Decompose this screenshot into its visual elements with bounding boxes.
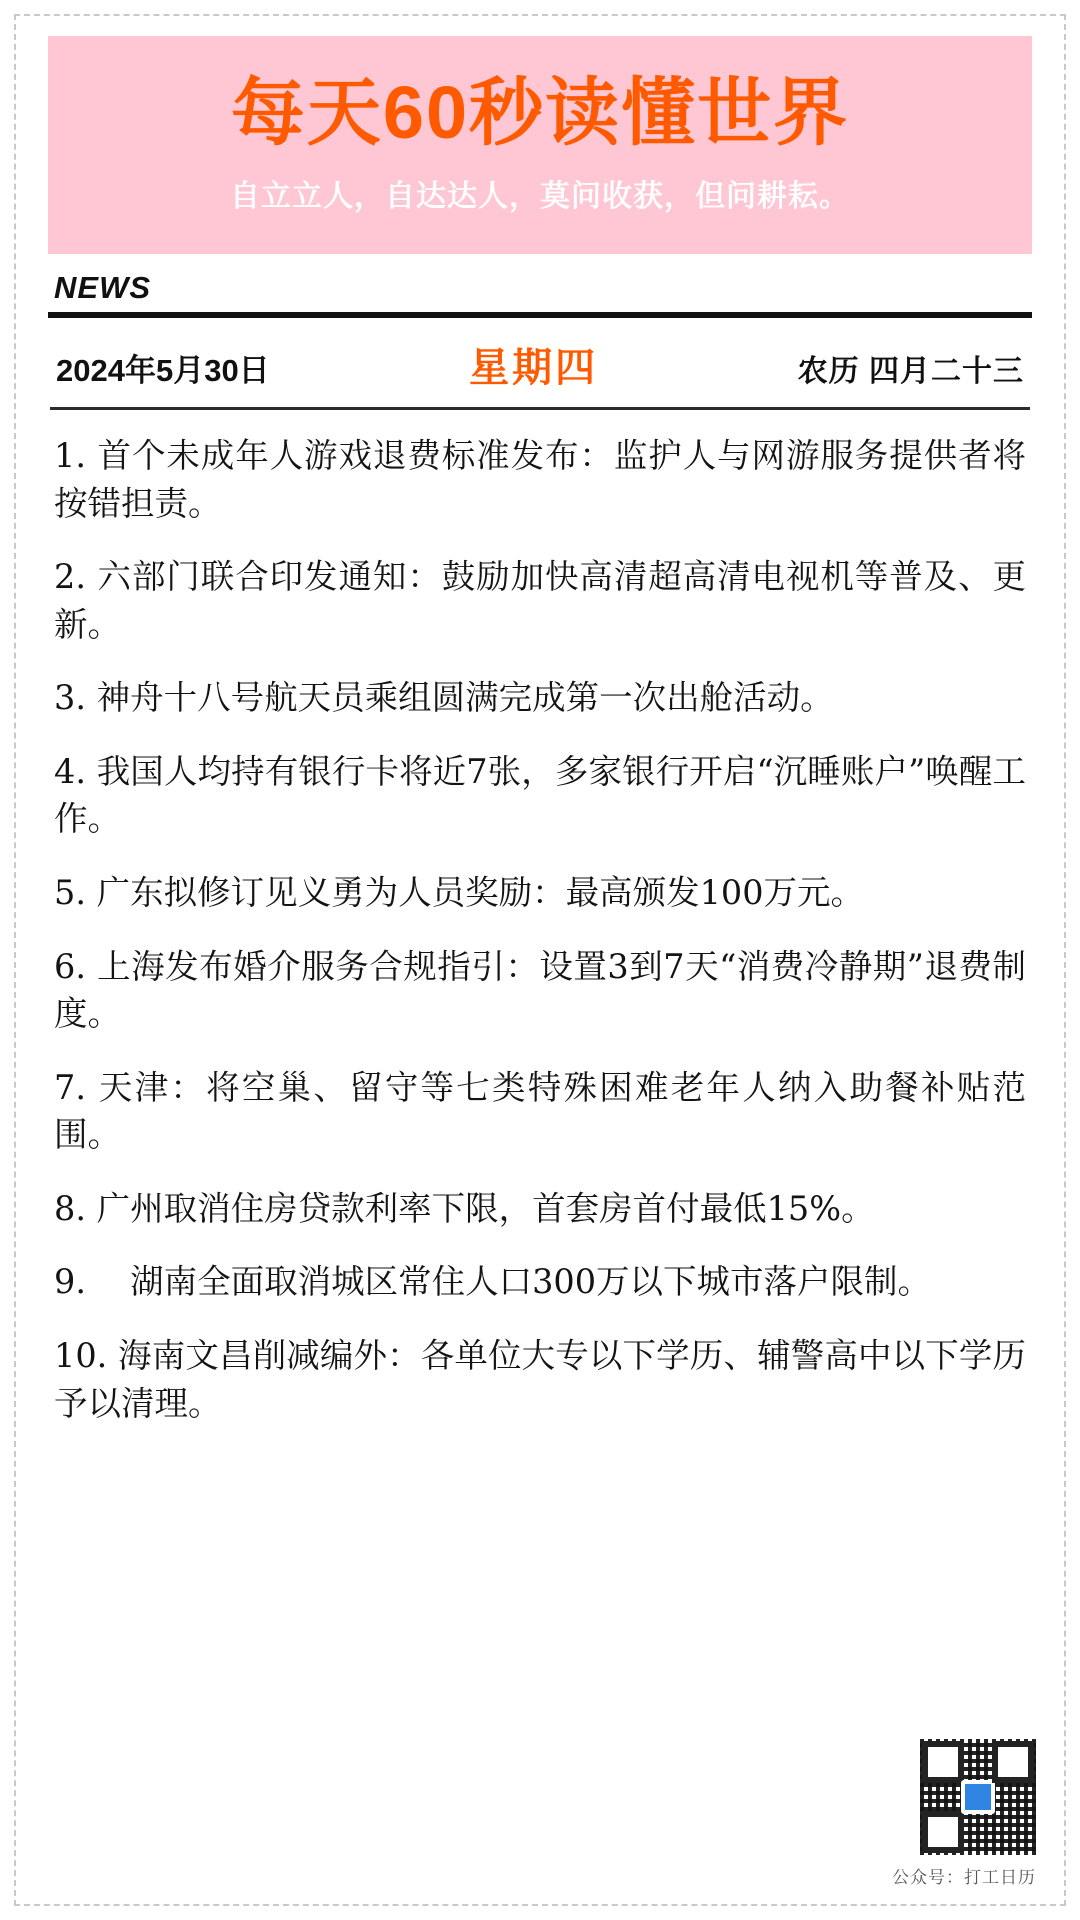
poster-content xyxy=(18,18,1062,1902)
banner-subtitle: 自立立人，自达达人，莫问收获，但问耕耘。 xyxy=(230,180,850,214)
news-list xyxy=(48,432,1032,1427)
news-item: 8. 广州取消住房贷款利率下限，首套房首付最低15%。 xyxy=(54,1188,875,1228)
qr-code-icon[interactable] xyxy=(920,1739,1036,1855)
news-item: 10. 海南文昌削减编外：各单位大专以下学历、辅警高中以下学历予以清理。 xyxy=(54,1335,1026,1423)
banner-title: 每天60秒读懂世界 xyxy=(230,71,850,154)
news-item: 6. 上海发布婚介服务合规指引：设置3到7天“消费冷静期”退费制度。 xyxy=(54,946,1026,1034)
news-item: 9. 湖南全面取消城区常住人口300万以下城市落户限制。 xyxy=(54,1262,932,1302)
lunar-date: 农历 四月二十三 xyxy=(797,355,1024,389)
news-item: 2. 六部门联合印发通知：鼓励加快高清超高清电视机等普及、更新。 xyxy=(54,557,1026,644)
news-item: 1. 首个未成年人游戏退费标准发布：监护人与网游服务提供者将按错担责。 xyxy=(54,436,1026,523)
news-item: 4. 我国人均持有银行卡将近7张，多家银行开启“沉睡账户”唤醒工作。 xyxy=(54,751,1026,839)
section-label: NEWS xyxy=(54,270,151,306)
gregorian-date: 2024年5月30日 xyxy=(56,353,270,389)
footer xyxy=(892,1739,1036,1888)
news-item: 3. 神舟十八号航天员乘组圆满完成第一次出舱活动。 xyxy=(54,678,834,718)
divider-thin xyxy=(50,407,1030,410)
qr-logo-icon xyxy=(961,1780,995,1814)
footer-caption: 公众号：打工日历 xyxy=(892,1868,1036,1887)
weekday-label: 星期四 xyxy=(469,344,599,392)
header-banner xyxy=(48,36,1032,254)
qr-corner-icon xyxy=(922,1811,964,1853)
news-item: 5. 广东拟修订见义勇为人员奖励：最高颁发100万元。 xyxy=(54,873,865,913)
date-bar xyxy=(48,318,1032,407)
news-label-row xyxy=(48,270,1032,306)
news-item: 7. 天津：将空巢、留守等七类特殊困难老年人纳入助餐补贴范围。 xyxy=(54,1067,1026,1155)
